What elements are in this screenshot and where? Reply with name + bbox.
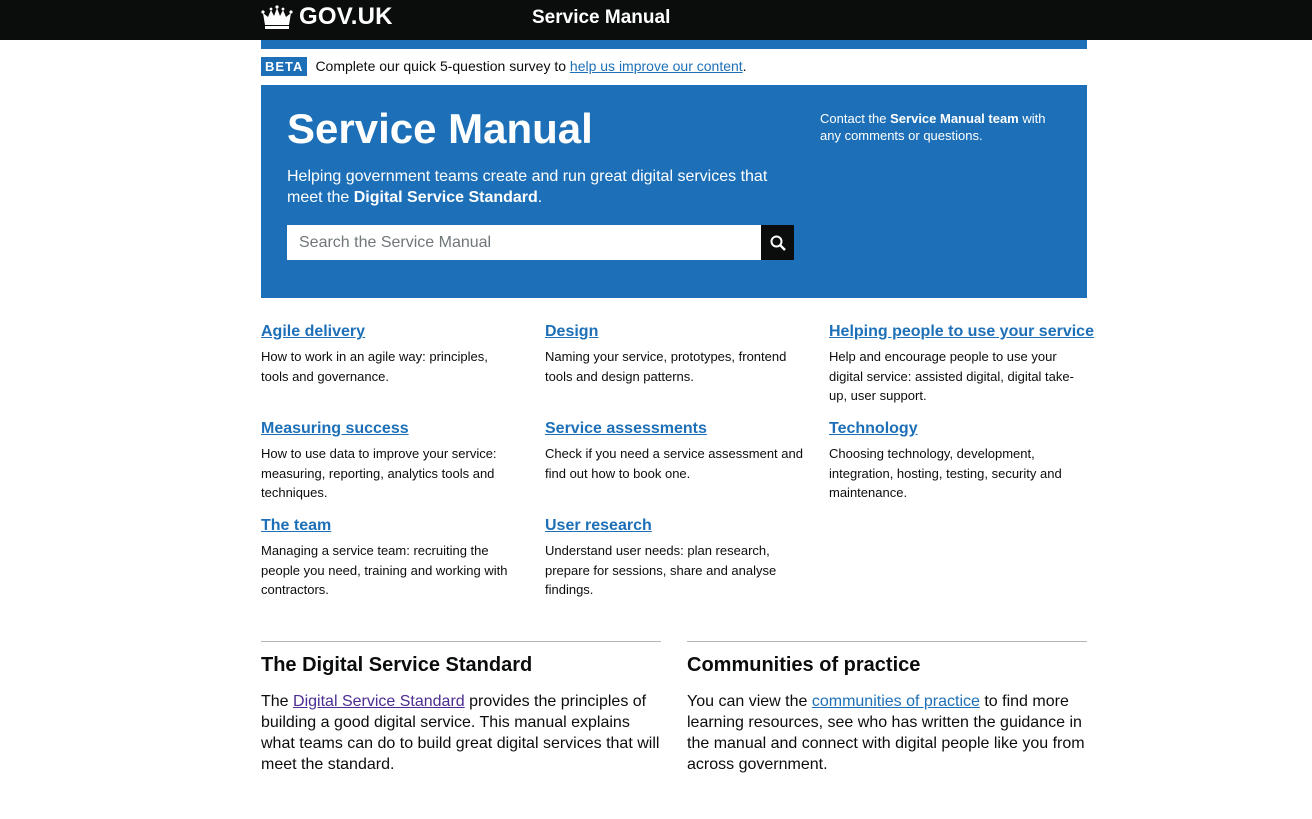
contact-text-end: with any comments or questions. <box>820 111 1046 143</box>
topic-link-technology[interactable]: Technology <box>829 420 918 437</box>
hero-description <box>287 166 777 208</box>
topic-technology <box>829 420 1079 503</box>
page-title: Service Manual <box>287 105 593 152</box>
topic-description: Check if you need a service assessment and find out how to book one. <box>545 446 803 481</box>
topic-helping-people <box>829 323 1094 406</box>
communities-of-practice-link[interactable]: communities of practice <box>811 693 980 710</box>
crown-icon <box>261 5 293 29</box>
hero-desc-text: Helping government teams create and run great digital services that meet the <box>287 168 768 206</box>
topic-link-the-team[interactable]: The team <box>261 517 332 534</box>
topic-description: Naming your service, prototypes, frontend tools and design patterns. <box>545 349 787 384</box>
hero-banner <box>261 85 1087 298</box>
topic-link-design[interactable]: Design <box>545 323 599 340</box>
topic-design <box>545 323 795 386</box>
topic-link-agile-delivery[interactable]: Agile delivery <box>261 323 366 340</box>
section-text-start: You can view the <box>687 693 808 710</box>
hero-desc-bold: Digital Service Standard <box>353 189 538 206</box>
topic-service-assessments <box>545 420 807 483</box>
topic-agile-delivery <box>261 323 511 386</box>
topic-description: Managing a service team: recruiting the people you need, training and working with contractors. <box>261 543 508 597</box>
topic-measuring-success <box>261 420 511 503</box>
digital-service-standard-link[interactable]: Digital Service Standard <box>293 693 465 710</box>
section-text-end: provides the principles of building a good digital service. This manual explains what teams can do to build great digital services that will meet the standard. <box>261 693 660 773</box>
topic-description: How to use data to improve your service: measuring, reporting, analytics tools and techniques. <box>261 446 497 500</box>
section-heading: Communities of practice <box>687 654 921 676</box>
search-form <box>287 225 794 260</box>
beta-tag: BETA <box>261 57 307 76</box>
survey-link[interactable]: help us improve our content <box>569 58 743 74</box>
digital-service-standard-section <box>261 641 661 775</box>
topic-description: How to work in an agile way: principles, tools and governance. <box>261 349 488 384</box>
search-button[interactable] <box>761 225 794 260</box>
topic-link-service-assessments[interactable]: Service assessments <box>545 420 707 437</box>
section-text <box>687 691 1087 775</box>
search-input[interactable] <box>287 225 761 260</box>
topic-link-measuring-success[interactable]: Measuring success <box>261 420 409 437</box>
topic-link-helping-people[interactable]: Helping people to use your service <box>829 323 1094 340</box>
hero-desc-end: . <box>537 189 543 206</box>
beta-text-end: . <box>742 58 747 74</box>
beta-banner <box>261 55 747 77</box>
beta-text: Complete our quick 5-question survey to <box>315 58 567 74</box>
section-heading: The Digital Service Standard <box>261 654 533 676</box>
topic-description: Help and encourage people to use your digital service: assisted digital, digital take-up, user support. <box>829 349 1074 403</box>
communities-section <box>687 641 1087 775</box>
header-blue-bar <box>261 40 1087 49</box>
hero-contact <box>820 110 1070 144</box>
global-header <box>0 0 1312 40</box>
header-service-name-link[interactable]: Service Manual <box>532 7 671 28</box>
logo-text: GOV.UK <box>299 3 393 30</box>
topic-description: Choosing technology, development, integration, hosting, testing, security and maintenance. <box>829 446 1062 500</box>
contact-text: Contact the <box>820 111 887 126</box>
section-text <box>261 691 661 775</box>
section-text-end: to find more learning resources, see who has written the guidance in the manual and connect with digital people like you from across government. <box>687 693 1085 773</box>
search-icon <box>770 235 786 251</box>
contact-team: Service Manual team <box>890 111 1019 126</box>
section-text-start: The <box>261 693 289 710</box>
topic-the-team <box>261 517 511 600</box>
topic-description: Understand user needs: plan research, prepare for sessions, share and analyse findings. <box>545 543 777 597</box>
govuk-logo-link[interactable] <box>261 3 393 31</box>
topic-link-user-research[interactable]: User research <box>545 517 652 534</box>
topic-user-research <box>545 517 785 600</box>
